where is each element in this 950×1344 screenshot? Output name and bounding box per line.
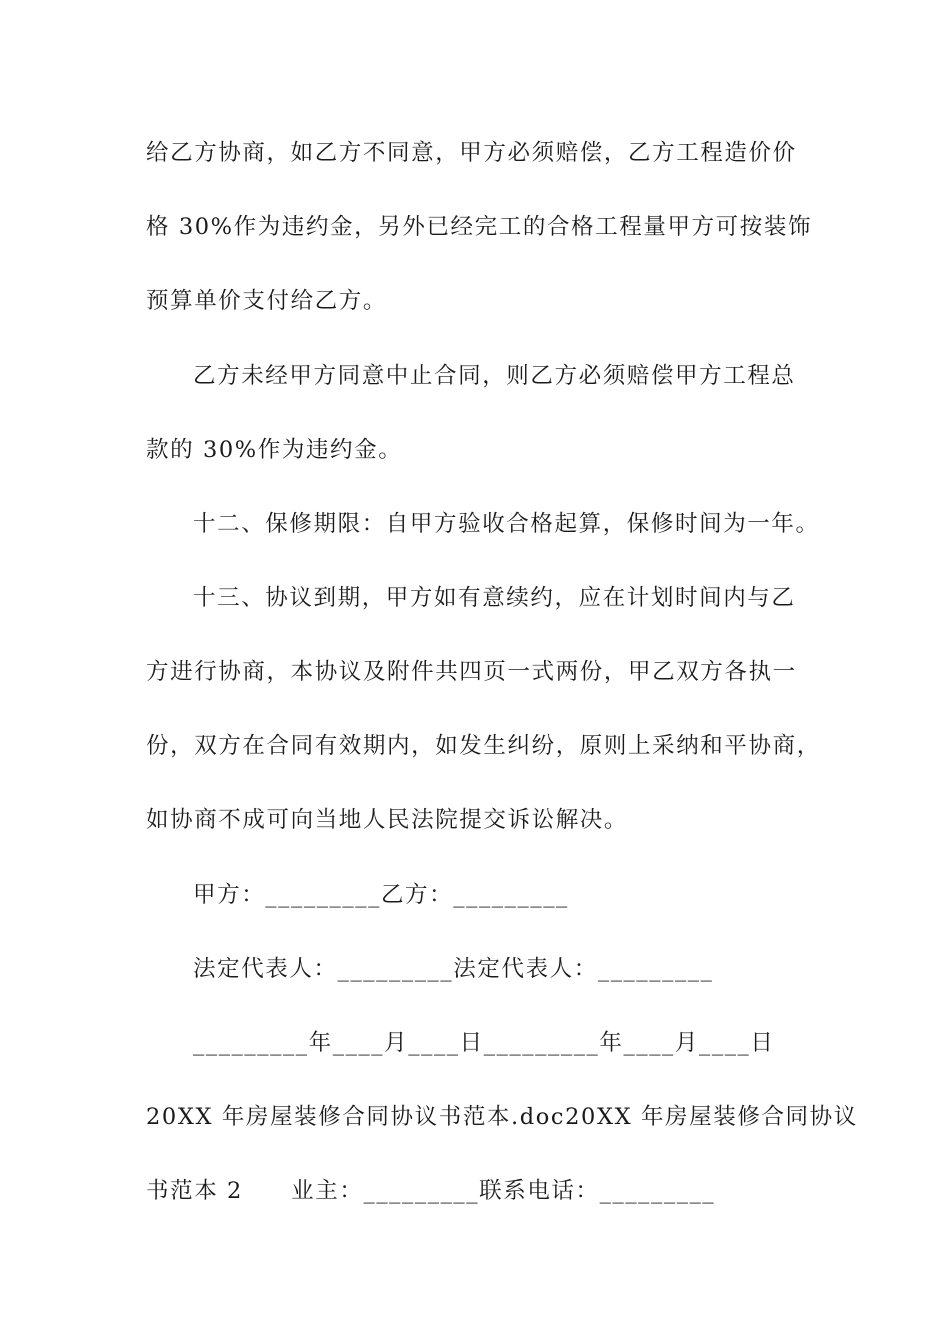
paragraph-line: 乙方未经甲方同意中止合同，则乙方必须赔偿甲方工程总 (193, 363, 796, 389)
paragraph-line: 份，双方在合同有效期内，如发生纠纷，原则上采纳和平协商， (146, 733, 821, 759)
date-line: _________年____月____日_________年____月____日 (193, 1030, 775, 1056)
owner-contact-line: 书范本 2 业主：_________联系电话：_________ (146, 1178, 716, 1204)
warranty-clause: 十二、保修期限：自甲方验收合格起算，保修时间为一年。 (193, 511, 820, 537)
party-signature-line: 甲方：_________乙方：_________ (193, 882, 569, 908)
paragraph-line: 预算单价支付给乙方。 (146, 288, 388, 314)
legal-representative-line: 法定代表人：_________法定代表人：_________ (193, 956, 714, 982)
agreement-expiry-clause: 十三、协议到期，甲方如有意续约，应在计划时间内与乙 (193, 585, 796, 611)
paragraph-line: 款的 30%作为违约金。 (146, 437, 403, 463)
document-title-line: 20XX 年房屋装修合同协议书范本.doc20XX 年房屋装修合同协议 (146, 1104, 858, 1130)
paragraph-line: 给乙方协商，如乙方不同意，甲方必须赔偿，乙方工程造价价 (146, 140, 797, 166)
paragraph-line: 格 30%作为违约金，另外已经完工的合格工程量甲方可按装饰 (146, 214, 813, 240)
paragraph-line: 如协商不成可向当地人民法院提交诉讼解决。 (146, 807, 629, 833)
paragraph-line: 方进行协商，本协议及附件共四页一式两份，甲乙双方各执一 (146, 659, 797, 685)
